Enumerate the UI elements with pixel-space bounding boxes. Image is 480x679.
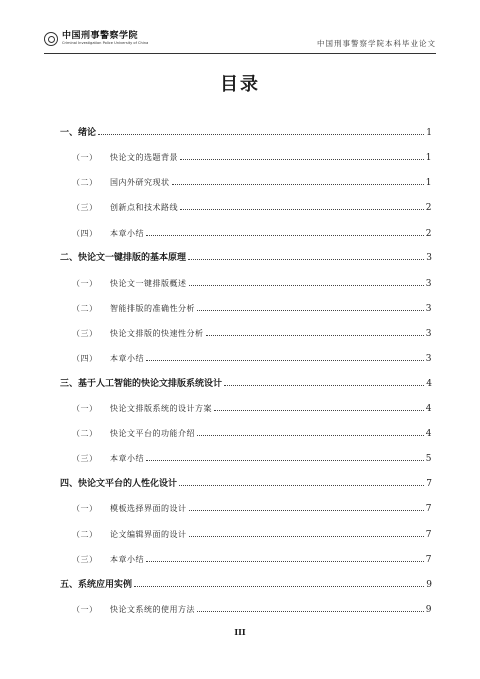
toc-dot-leader xyxy=(189,510,424,511)
toc-page-number: 4 xyxy=(425,429,432,440)
toc-entry-title: 一、绪论 xyxy=(60,127,97,138)
toc-entry-title: 快论文排版的快速性分析 xyxy=(110,328,204,338)
toc-section-entry[interactable] xyxy=(60,389,432,414)
toc-page-number: 4 xyxy=(426,378,432,389)
toc-chapter-entry[interactable] xyxy=(60,464,432,489)
toc-dot-leader xyxy=(189,285,424,286)
toc-page-number: 2 xyxy=(425,203,432,214)
logo-english-name: Criminal Investigation Police University of China xyxy=(62,41,149,46)
toc-entry-title: 创新点和技术路线 xyxy=(110,203,178,213)
toc-section-entry[interactable] xyxy=(60,188,432,213)
toc-page-number: 1 xyxy=(425,178,432,189)
header-divider xyxy=(44,53,436,54)
toc-page-number: 3 xyxy=(426,253,432,264)
logo-chinese-name: 中国刑事警察学院 xyxy=(62,31,139,42)
toc-entry-number: （二） xyxy=(72,178,98,188)
toc-chapter-entry[interactable] xyxy=(60,239,432,264)
toc-dot-leader xyxy=(146,235,424,236)
toc-dot-leader xyxy=(214,410,424,411)
toc-entry-title: 本章小结 xyxy=(110,228,144,238)
toc-section-entry[interactable] xyxy=(60,590,432,615)
toc-dot-leader xyxy=(98,134,424,135)
toc-entry-title: 快论文平台的功能介绍 xyxy=(110,429,195,439)
toc-entry-title: 二、快论文一键排版的基本原理 xyxy=(60,253,187,264)
toc-section-entry[interactable] xyxy=(60,540,432,565)
toc-page-number: 3 xyxy=(425,328,432,339)
toc-entry-number: （三） xyxy=(72,454,98,464)
toc-section-entry[interactable] xyxy=(60,314,432,339)
toc-page-number: 9 xyxy=(425,604,432,615)
toc-entry-number: （一） xyxy=(72,404,98,414)
toc-entry-number: （一） xyxy=(72,504,98,514)
toc-section-entry[interactable] xyxy=(60,414,432,439)
toc-entry-title: 论文编辑界面的设计 xyxy=(110,529,187,539)
toc-chapter-entry[interactable] xyxy=(60,113,432,138)
toc-section-entry[interactable] xyxy=(60,289,432,314)
toc-page-number: 3 xyxy=(425,278,432,289)
page-title: 目录 xyxy=(220,74,260,95)
toc-page-number: 7 xyxy=(425,504,432,515)
toc-dot-leader xyxy=(172,184,424,185)
toc-dot-leader xyxy=(134,586,424,587)
toc-dot-leader xyxy=(180,159,424,160)
university-seal-icon xyxy=(44,32,58,46)
toc-dot-leader xyxy=(146,360,424,361)
toc-page-number: 3 xyxy=(425,354,432,365)
toc-chapter-entry[interactable] xyxy=(60,364,432,389)
toc-page-number: 7 xyxy=(425,554,432,565)
toc-dot-leader xyxy=(206,335,424,336)
toc-entry-title: 智能排版的准确性分析 xyxy=(110,303,195,313)
toc-dot-leader xyxy=(180,209,424,210)
toc-section-entry[interactable] xyxy=(60,138,432,163)
toc-section-entry[interactable] xyxy=(60,339,432,364)
toc-entry-title: 快论文的选题背景 xyxy=(110,152,178,162)
toc-page-number: 9 xyxy=(426,579,432,590)
toc-dot-leader xyxy=(188,259,424,260)
page-header xyxy=(44,30,436,52)
toc-entry-number: （一） xyxy=(72,278,98,288)
toc-section-entry[interactable] xyxy=(60,213,432,238)
toc-section-entry[interactable] xyxy=(60,439,432,464)
toc-chapter-entry[interactable] xyxy=(60,565,432,590)
toc-dot-leader xyxy=(179,485,424,486)
toc-entry-title: 国内外研究现状 xyxy=(110,178,170,188)
toc-dot-leader xyxy=(197,310,424,311)
toc-entry-title: 四、快论文平台的人性化设计 xyxy=(60,479,178,490)
toc-page-number: 1 xyxy=(425,152,432,163)
toc-entry-title: 快论文排版系统的设计方案 xyxy=(110,404,212,414)
toc-section-entry[interactable] xyxy=(60,163,432,188)
toc-section-entry[interactable] xyxy=(60,514,432,539)
toc-entry-title: 五、系统应用实例 xyxy=(60,579,133,590)
toc-entry-number: （一） xyxy=(72,152,98,162)
toc-entry-number: （二） xyxy=(72,429,98,439)
toc-entry-title: 模板选择界面的设计 xyxy=(110,504,187,514)
toc-dot-leader xyxy=(146,460,424,461)
university-logo xyxy=(44,32,148,46)
toc-entry-number: （三） xyxy=(72,328,98,338)
toc-entry-number: （二） xyxy=(72,303,98,313)
toc-entry-number: （四） xyxy=(72,228,98,238)
toc-page-number: 4 xyxy=(425,404,432,415)
toc-entry-title: 本章小结 xyxy=(110,554,144,564)
toc-dot-leader xyxy=(146,561,424,562)
toc-dot-leader xyxy=(197,435,424,436)
toc-entry-number: （四） xyxy=(72,354,98,364)
toc-dot-leader xyxy=(197,611,424,612)
toc-section-entry[interactable] xyxy=(60,263,432,288)
toc-page-number: 2 xyxy=(425,228,432,239)
table-of-contents xyxy=(60,113,432,615)
toc-dot-leader xyxy=(224,385,424,386)
header-thesis-label: 中国刑事警察学院本科毕业论文 xyxy=(317,39,436,48)
toc-section-entry[interactable] xyxy=(60,489,432,514)
page-number: III xyxy=(234,627,246,637)
toc-page-number: 1 xyxy=(426,127,432,138)
toc-entry-title: 三、基于人工智能的快论文排版系统设计 xyxy=(60,378,223,389)
toc-entry-number: （三） xyxy=(72,554,98,564)
toc-entry-number: （三） xyxy=(72,203,98,213)
toc-page-number: 5 xyxy=(425,454,432,465)
toc-page-number: 3 xyxy=(425,303,432,314)
toc-entry-title: 本章小结 xyxy=(110,454,144,464)
toc-entry-number: （一） xyxy=(72,604,98,614)
toc-entry-title: 本章小结 xyxy=(110,354,144,364)
toc-page-number: 7 xyxy=(426,479,432,490)
toc-page-number: 7 xyxy=(425,529,432,540)
toc-entry-title: 快论文系统的使用方法 xyxy=(110,604,195,614)
toc-dot-leader xyxy=(189,536,424,537)
toc-entry-title: 快论文一键排版概述 xyxy=(110,278,187,288)
toc-entry-number: （二） xyxy=(72,529,98,539)
